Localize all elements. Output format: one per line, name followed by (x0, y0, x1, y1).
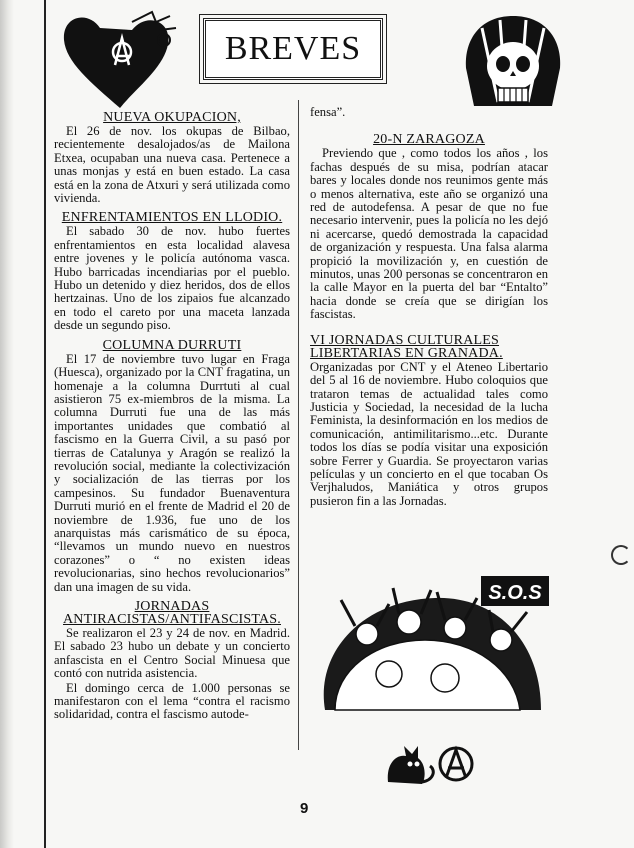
section-heading: 20-N ZARAGOZA (373, 132, 485, 148)
article-paragraph: El domingo cerca de 1.000 personas se manifestaron con el lema “contra el racismo solidaridad, contra el fascismo autode- (54, 680, 290, 722)
continuation-text: fensa”. (310, 105, 346, 119)
page-title: BREVES (224, 30, 362, 67)
article-paragraph: El sabado 30 de nov. hubo fuertes enfrentamientos en esta localidad alavesa entre jovenes y le policía autónoma vasca. Hubo barricadas incendiarias por el pueblo. Hubo un detenido y diez heridos, dos de ellos hertzainas. Uno de los zipaios fue alcanzado en todo el careto por una maceta lanzada desde un segundo piso. (54, 224, 290, 333)
section-heading: VI JORNADAS CULTURALES LIBERTARIAS EN GRANADA. (310, 332, 503, 361)
page-number: 9 (300, 800, 309, 817)
right-article-column (310, 106, 548, 509)
section-heading: NUEVA OKUPACION, (103, 110, 241, 125)
article-paragraph: El 17 de noviembre tuvo lugar en Fraga (Huesca), organizado por la CNT fragatina, un homenaje a la columna Durrtuti al cual asistieron 75 ex-miembros de la misma. La columna Durruti fue una de las más importantes unidades que combatió al fascismo en la Guerra Civil, a su pasó por tierras de Catalunya y Aragón se realizó la revolución social, mediante la colectivización y socialización de las tierras por los campesinos. Su fundador Buenaventura Durruti murió en el frente de Madrid el 20 de noviembre de 1.936, fue uno de los anarquistas más carismático de su época, “llevamos un mundo nuevo en nuestros corazones” o “ no existen ideas revolucionarias, sino hechos revolucionarios” dan una imagen de su vida. (54, 351, 290, 594)
page-edge-shadow (0, 0, 14, 848)
anarchy-heart-illustration (60, 10, 180, 115)
article-paragraph: Organizadas por CNT y el Ateneo Libertario del 5 al 16 de noviembre. Hubo coloquios que trataron temas de actualidad tales como Justicia y Sociedad, la necesidad de la lucha Feminista, la desinformación en los medios de comunicación, antimilitarismo...etc. Durante todos los días se podía visitar una exposición sobre Ferrer y Guardia. Se proyectaron varias películas y un concierto en el que tocaban Os Verjhaludos, Maniática y otros grupos pusieron fin a las Jornadas. (310, 359, 548, 508)
section-heading: COLUMNA DURRUTI (102, 337, 242, 353)
left-article-column (54, 105, 290, 723)
margin-rule (44, 0, 46, 848)
section-heading: ENFRENTAMIENTOS EN LLODIO. (61, 210, 283, 226)
section-heading: JORNADAS ANTIRACISTAS/ANTIFASCISTAS. (63, 599, 281, 627)
skull-shell-illustration (460, 10, 566, 120)
edge-mark (611, 545, 631, 565)
black-cat-anarchy-icon (382, 742, 478, 788)
column-divider (298, 100, 299, 750)
sos-sign-text: S.O.S (488, 582, 542, 604)
article-paragraph: El 26 de nov. los okupas de Bilbao, recientemente desalojados/as de Mailona Etxea, ocupaban una nueva casa. Pertenece a unas monjas y está en buen estado. La casa está en la zona de Atxuri y será utilizada como vivienda. (54, 124, 290, 206)
article-paragraph: Previendo que , como todos los años , los fachas después de su misa, podrían atacar bares y locales donde nos reunimos gente más o menos alternativa, este año se organizó una red de autodefensa. A pesar de que no fue necesario intervenir, pues la policía no les dejó ni acercarse, quedó demostrada la capacidad de organización y respuesta. Una falsa alarma propició la movilización y, en cuestión de minutos, unas 200 personas se concentraron en la calle Mayor en la puerta del bar “Entalto” hacia donde se creía que se dirigían los fascistas. (310, 146, 548, 322)
section-title-banner (203, 18, 383, 80)
sos-crowd-illustration (305, 570, 555, 720)
article-paragraph: Se realizaron el 23 y 24 de nov. en Madrid. El sabado 23 hubo un debate y un concierto anfascista en el Centro Social Minuesa que contó con nutrida asistencia. (54, 626, 290, 681)
